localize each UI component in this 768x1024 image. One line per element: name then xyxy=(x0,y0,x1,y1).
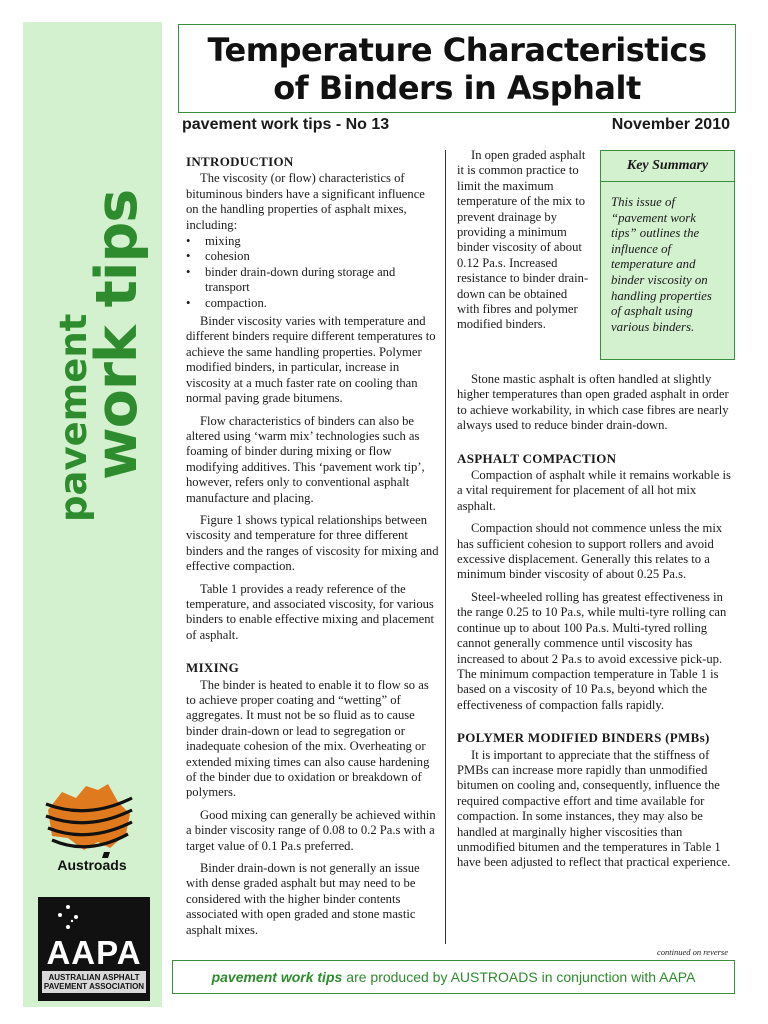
list-item: • mixing xyxy=(186,234,440,249)
column-right-top xyxy=(457,148,589,340)
column-right xyxy=(457,372,733,878)
pavement-work-tips-logo xyxy=(16,76,150,524)
mixing-paragraph-3: Binder drain-down is not generally an issue with dense graded asphalt but may need to be considered with the higher binder contents associated with open graded and stone mastic asphalt mixes. xyxy=(186,861,420,937)
intro-paragraph-4: Figure 1 shows typical relationships between viscosity and temperature for three different binders and the ranges of viscosity for mixing and effective compaction. xyxy=(186,512,439,574)
column-divider xyxy=(445,150,446,944)
intro-paragraph-5: Table 1 provides a ready reference of the temperature, and associated viscosity, for various binders to enable effective mixing and placement of asphalt. xyxy=(186,581,435,642)
issue-date: November 2010 xyxy=(611,116,730,133)
heading-pmb: POLYMER MODIFIED BINDERS (PMBs) xyxy=(457,730,710,746)
compaction-paragraph-1: Compaction of asphalt while it remains workable is a vital requirement for placement of all hot mix asphalt. xyxy=(457,468,731,513)
title-line-2: of Binders in Asphalt xyxy=(273,68,641,107)
list-item: • compaction. xyxy=(186,296,440,311)
pmb-paragraph-1: It is important to appreciate that the stiffness of PMBs can increase more rapidly than unmodified bitumen on cooling and, consequently, influence the required compactive effort and time available for compaction. In some instances, they may also be handled at marginally higher viscosities than unmodified bitumen and the temperatures in Table 1 have been adjusted to reflect that practical experience. xyxy=(457,747,731,870)
column-left xyxy=(186,154,440,945)
brand-word-pavement: pavement xyxy=(52,313,95,522)
list-item: • cohesion xyxy=(186,249,440,264)
key-summary-title: Key Summary xyxy=(601,151,734,182)
intro-paragraph-2: Binder viscosity varies with temperature and different binders require different temperatures to achieve the same handling properties. Polymer modified binders, in particular, increase in viscosity at a much faster rate on cooling than normal paving grade bitumens. xyxy=(186,314,436,406)
compaction-paragraph-3: Steel-wheeled rolling has greatest effectiveness in the range 0.25 to 10 Pa.s, while multi-tyre rolling can continue up to about 100 Pa.s. Multi-tyred rolling cannot generally commence until viscosity has increased to about 2 Pa.s to avoid excessive pick-up. The minimum compaction temperature in Table 1 is based on a viscosity of 10 Pa.s, beyond which the effectiveness of compaction falls rapidly. xyxy=(457,589,727,712)
key-summary-box xyxy=(600,150,735,360)
stone-mastic-paragraph: Stone mastic asphalt is often handled at slightly higher temperatures than open graded asphalt in order to achieve workability, in which case fibres are nearly always used to reduce binder drain-down. xyxy=(457,372,729,433)
footer-text: are produced by AUSTROADS in conjunction with AAPA xyxy=(346,969,696,985)
page-title xyxy=(207,31,706,107)
heading-mixing: MIXING xyxy=(186,660,240,676)
continued-note: continued on reverse xyxy=(657,947,728,957)
aapa-logo xyxy=(38,897,150,1001)
footer-banner xyxy=(172,960,735,994)
austroads-label: Austroads xyxy=(57,857,127,873)
southern-cross-icon xyxy=(58,905,78,929)
title-box xyxy=(178,24,736,113)
heading-asphalt-compaction: ASPHALT COMPACTION xyxy=(457,450,617,466)
issue-number: pavement work tips - No 13 xyxy=(182,116,390,133)
mixing-paragraph-2: Good mixing can generally be achieved within a binder viscosity range of 0.08 to 0.2 Pa.s with a target value of 0.1 Pa.s preferred. xyxy=(186,807,436,853)
compaction-paragraph-2: Compaction should not commence unless the mix has sufficient cohesion to support rollers and avoid excessive displacement. Generally this relates to a minimum binder viscosity of about 0.25 Pa.s. xyxy=(457,521,723,582)
mixing-paragraph-1: The binder is heated to enable it to flow so as to achieve proper coating and “wetting” of aggregates. It must not be so fluid as to cause binder drain-down or lead to segregation or inadequate cohesion of the mix. Overheating or extended mixing times can also cause hardening of the binder due to oxidation or breakdown of polymers. xyxy=(186,677,430,800)
key-summary-text: This issue of “pavement work tips” outlines the influence of temperature and binder viscosity on handling properties of asphalt using various binders. xyxy=(611,195,712,334)
brand-word-worktips: work tips xyxy=(84,189,150,480)
intro-bullet-list xyxy=(186,234,440,311)
aapa-subtitle: AUSTRALIAN ASPHALT PAVEMENT ASSOCIATION xyxy=(43,973,145,991)
intro-paragraph-1: The viscosity (or flow) characteristics of bituminous binders have a significant influence on the handling properties of asphalt mixes, including: xyxy=(186,171,425,232)
aapa-wordmark: AAPA xyxy=(46,934,142,971)
heading-introduction: INTRODUCTION xyxy=(186,154,294,169)
open-graded-paragraph: In open graded asphalt it is common practice to limit the maximum temperature of the mix to prevent drainage by providing a minimum binder viscosity of about 0.12 Pa.s. Increased resistance to binder drain-down can be obtained with fibres and polymer modified binders. xyxy=(457,148,589,332)
intro-paragraph-3: Flow characteristics of binders can also be altered using ‘warm mix’ technologies such as foaming of binder during mixing or flow modifying additives. This ‘pavement work tip’, however, refers only to conventional asphalt manufacture and placing. xyxy=(186,413,425,505)
list-item: • binder drain-down during storage and transport xyxy=(186,265,440,296)
footer-emphasis: pavement work tips xyxy=(211,969,343,985)
title-line-1: Temperature Characteristics xyxy=(207,30,707,69)
